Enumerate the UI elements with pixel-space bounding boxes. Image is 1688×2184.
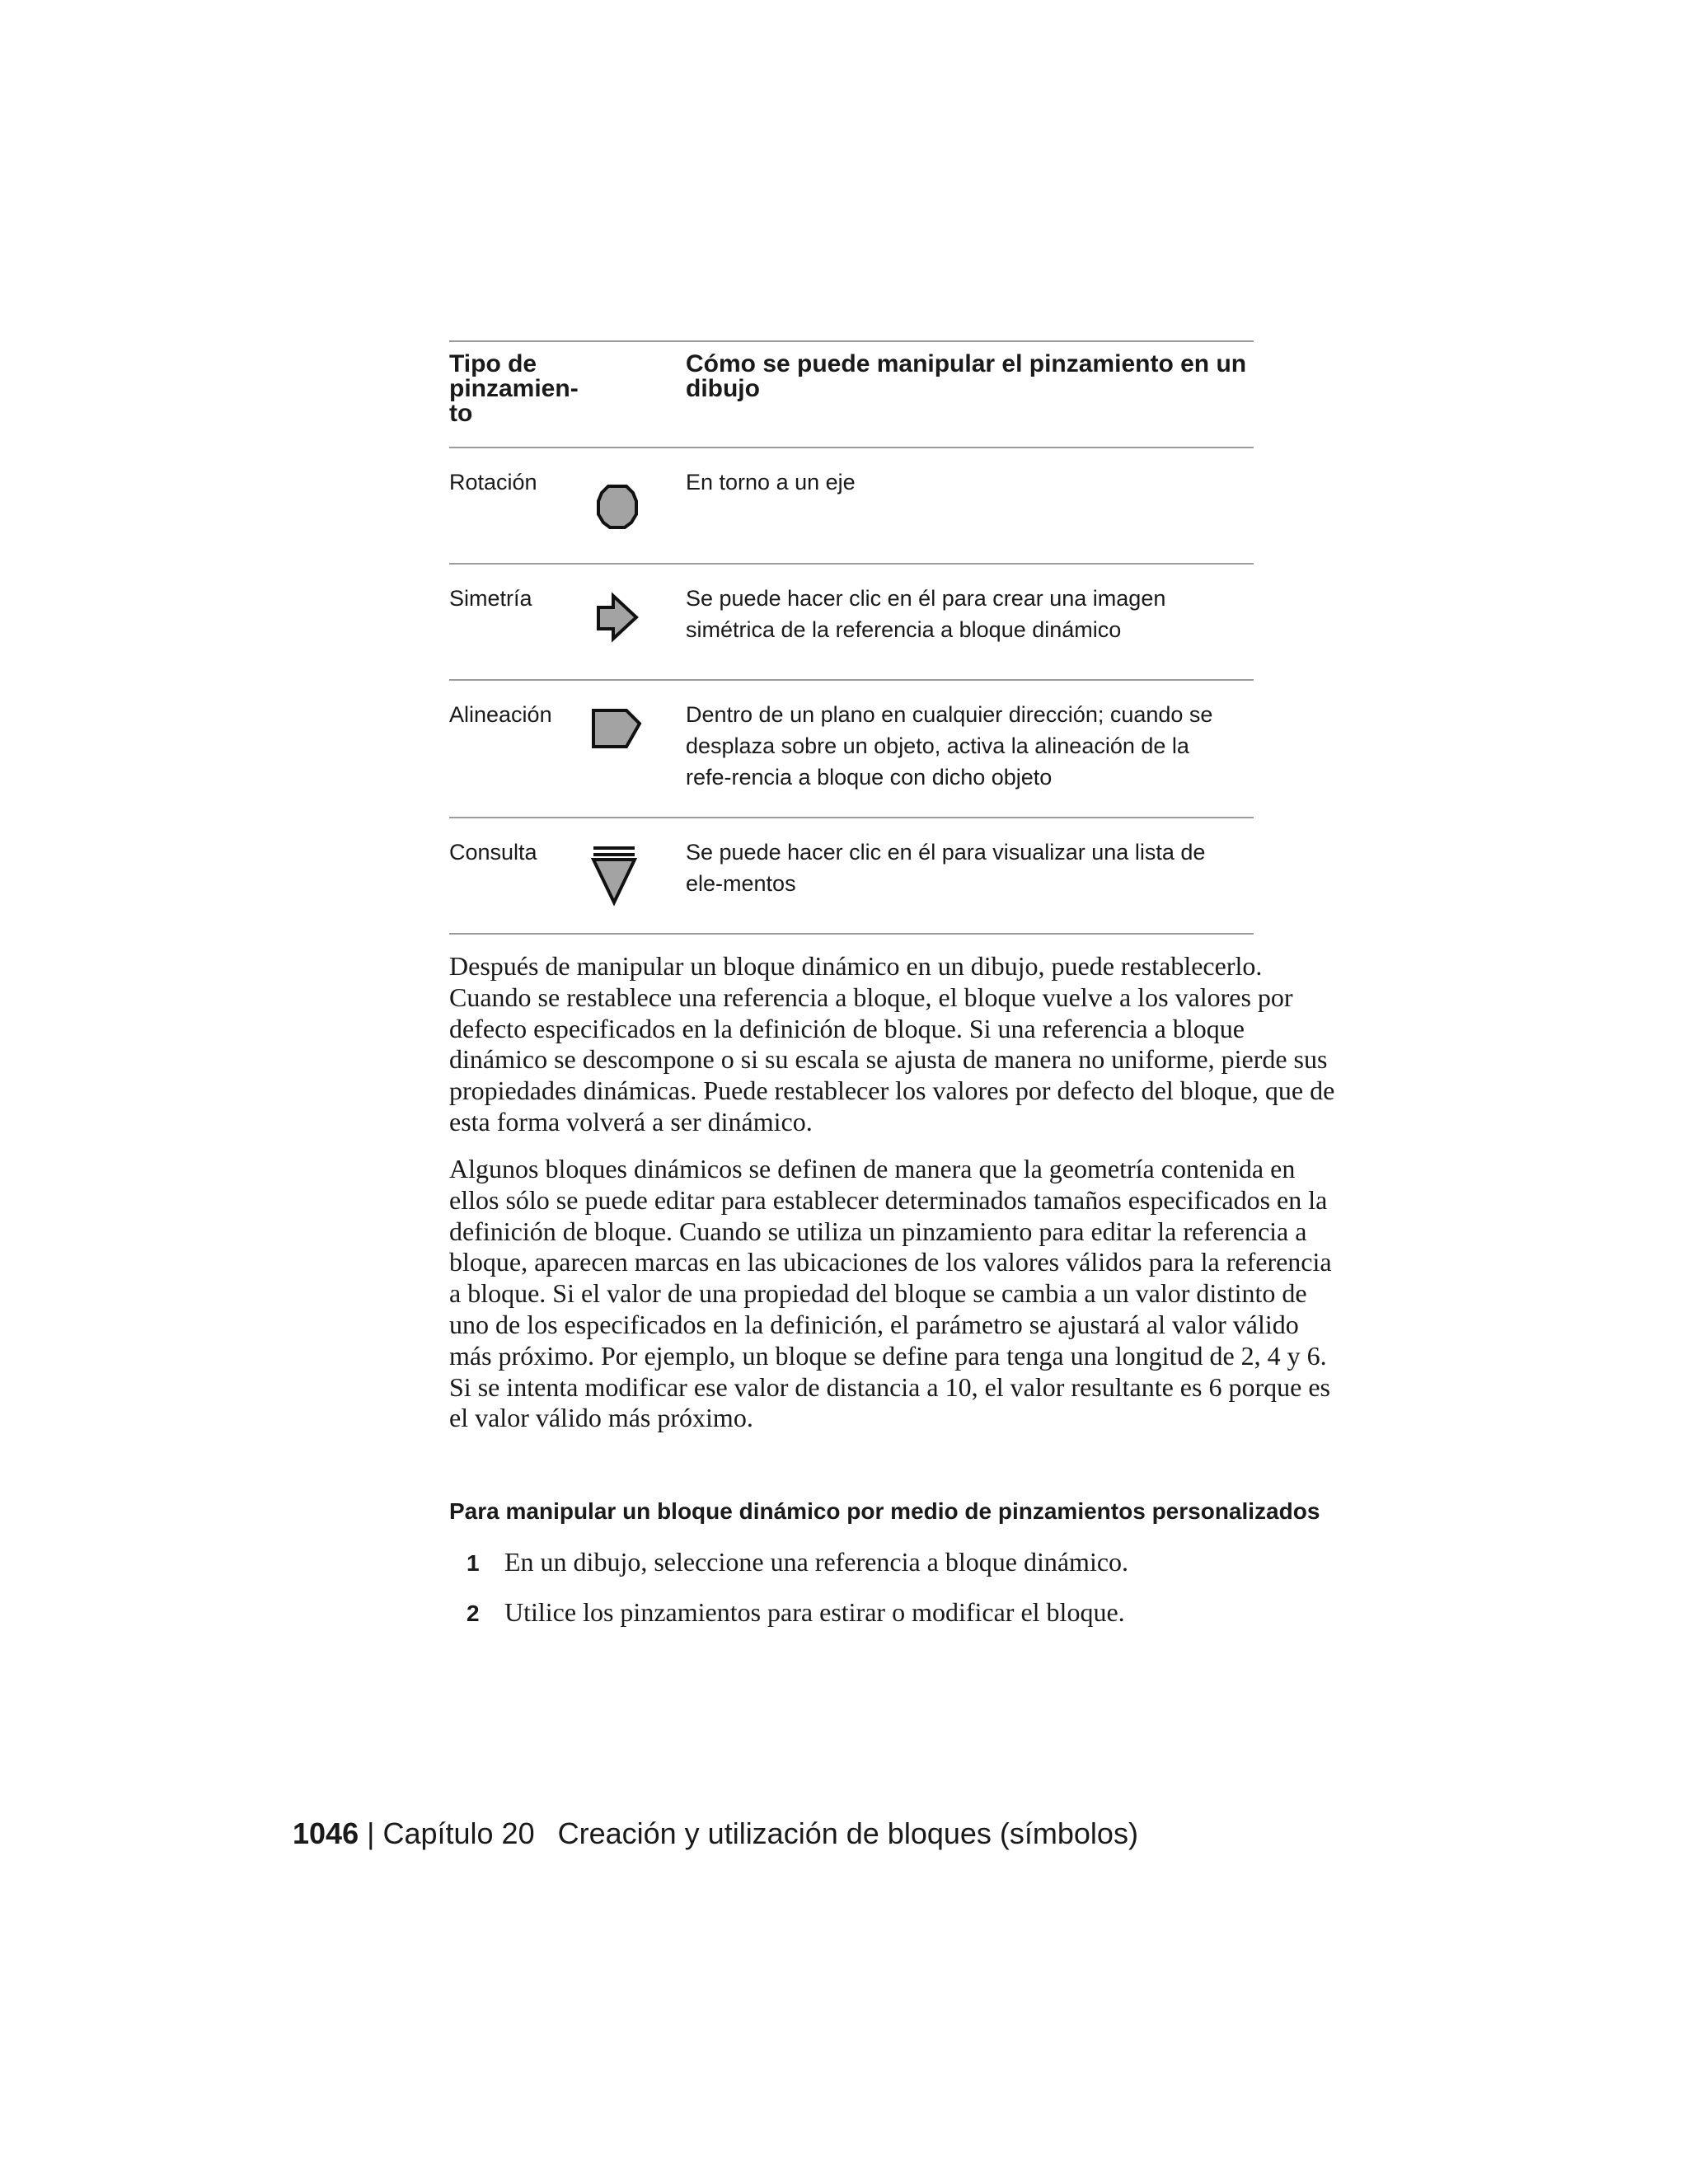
- grip-types-table: [449, 340, 1254, 935]
- step-text: En un dibujo, seleccione una referencia a bloque dinámico.: [504, 1547, 1129, 1577]
- grip-description: Dentro de un plano en cualquier dirección; cuando se desplaza sobre un objeto, activa la alineación de la refe-rencia a bloque con dicho objeto: [686, 702, 1213, 790]
- header-grip-type: Tipo de pinzamien- to: [449, 350, 579, 427]
- grip-type-label: Rotación: [449, 470, 537, 494]
- table-row: [449, 448, 1254, 563]
- step-number: 2: [467, 1601, 480, 1626]
- procedure-step: [467, 1596, 1332, 1630]
- procedure-step: [467, 1545, 1332, 1580]
- table-row: [449, 565, 1254, 679]
- step-number: 1: [467, 1550, 480, 1576]
- procedure-heading: Para manipular un bloque dinámico por medio de pinzamientos personalizados: [449, 1498, 1320, 1524]
- page-footer: [293, 1813, 1138, 1854]
- table-header-row: [449, 342, 1254, 447]
- rotation-grip-icon: [585, 475, 651, 541]
- grip-description: En torno a un eje: [686, 470, 856, 494]
- header-description: Cómo se puede manipular el pinzamiento en un dibujo: [686, 350, 1247, 402]
- body-paragraph: Después de manipular un bloque dinámico en un dibujo, puede restablecerlo. Cuando se restablece una referencia a bloque, el bloque vuelve a los valores por defecto especificados en la definición de bloque. Si una referencia a bloque dinámico se descompone o si su escala se ajusta de manera no uniforme, pierde sus propiedades dinámicas. Puede restablecer los valores por defecto del bloque, que de esta forma volverá a ser dinámico.: [449, 951, 1335, 1137]
- flip-grip-icon: [585, 588, 651, 654]
- footer-separator: |: [367, 1816, 375, 1850]
- table-row: [449, 681, 1254, 817]
- table-row: [449, 818, 1254, 933]
- grip-type-label: Consulta: [449, 840, 537, 865]
- lookup-grip-icon: [585, 843, 651, 909]
- alignment-grip-icon: [585, 697, 651, 763]
- grip-type-label: Simetría: [449, 586, 532, 611]
- chapter-label: Capítulo 20: [382, 1816, 535, 1850]
- step-text: Utilice los pinzamientos para estirar o modificar el bloque.: [504, 1597, 1125, 1627]
- body-paragraph: Algunos bloques dinámicos se definen de manera que la geometría contenida en ellos sólo se puede editar para establecer determinados tamaños especificados en la definición de bloque. Cuando se utiliza un pinzamiento para editar la referencia a bloque, aparecen marcas en las ubicaciones de los valores válidos para la referencia a bloque. Si el valor de una propiedad del bloque se cambia a un valor distinto de uno de los especificados en la definición, el parámetro se ajustará al valor válido más próximo. Por ejemplo, un bloque se define para tenga una longitud de 2, 4 y 6. Si se intenta modificar ese valor de distancia a 10, el valor resultante es 6 porque es el valor válido más próximo.: [449, 1154, 1332, 1433]
- grip-description: Se puede hacer clic en él para crear una imagen simétrica de la referencia a bloque dinámico: [686, 586, 1166, 642]
- table-bottom-rule: [449, 933, 1254, 935]
- grip-type-label: Alineación: [449, 702, 552, 727]
- page-number: 1046: [293, 1816, 359, 1850]
- grip-description: Se puede hacer clic en él para visualizar una lista de ele-mentos: [686, 840, 1206, 896]
- chapter-title: Creación y utilización de bloques (símbolos): [557, 1816, 1138, 1850]
